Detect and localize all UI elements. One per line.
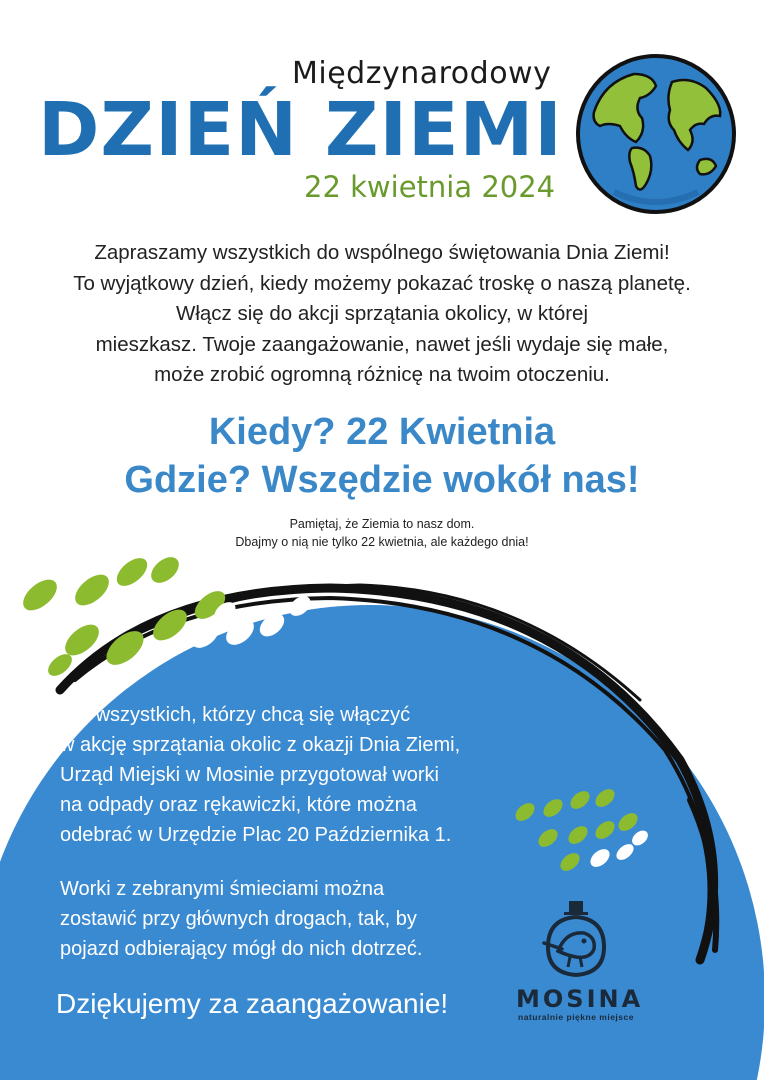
where-heading: Gdzie? Wszędzie wokół nas! [124, 459, 640, 501]
info-line: w akcję sprzątania okolic z okazji Dnia Ziemi, [60, 734, 461, 756]
reminder-line: Dbajmy o nią nie tylko 22 kwietnia, ale każdego dnia! [235, 535, 529, 549]
page-title: DZIEŃ ZIEMI [38, 87, 563, 173]
intro-line: może zrobić ogromną różnicę na twoim otoczeniu. [154, 363, 610, 386]
info-line: Urząd Miejski w Mosinie przygotował worki [60, 764, 439, 786]
collection-line: Worki z zebranymi śmieciami można [60, 878, 385, 900]
when-heading: Kiedy? 22 Kwietnia [208, 411, 556, 453]
header-subtitle: Międzynarodowy [292, 56, 552, 91]
thank-you-text: Dziękujemy za zaangażowanie! [56, 988, 449, 1019]
reminder-line: Pamiętaj, że Ziemia to nasz dom. [289, 517, 475, 531]
intro-line: To wyjątkowy dzień, kiedy możemy pokazać troskę o naszą planetę. [73, 271, 691, 295]
collection-paragraph [60, 874, 530, 964]
collection-line: zostawić przy głównych drogach, tak, by [60, 908, 417, 930]
info-line: odebrać w Urzędzie Plac 20 Października 1. [60, 824, 452, 846]
bird-in-top-hat-icon [536, 895, 616, 981]
info-line: Dla wszystkich, którzy chcą się włączyć [60, 704, 411, 726]
intro-line: mieszkasz. Twoje zaangażowanie, nawet jeśli wydaje się małe, [95, 332, 669, 356]
collection-line: pojazd odbierający mógł do nich dotrzeć. [60, 938, 423, 960]
logo-wordmark: MOSINA [516, 985, 644, 1013]
intro-line: Włącz się do akcji sprzątania okolicy, w której [175, 302, 589, 325]
intro-paragraph [40, 238, 724, 391]
earth-globe-icon [574, 52, 738, 216]
intro-line: Zapraszamy wszystkich do wspólnego świętowania Dnia Ziemi! [94, 241, 670, 264]
event-date: 22 kwietnia 2024 [304, 170, 556, 204]
info-line: na odpady oraz rękawiczki, które można [60, 794, 417, 816]
logo-tagline: naturalnie piękne miejsce [518, 1012, 634, 1022]
reminder-note [0, 515, 764, 551]
info-paragraph [60, 700, 530, 850]
